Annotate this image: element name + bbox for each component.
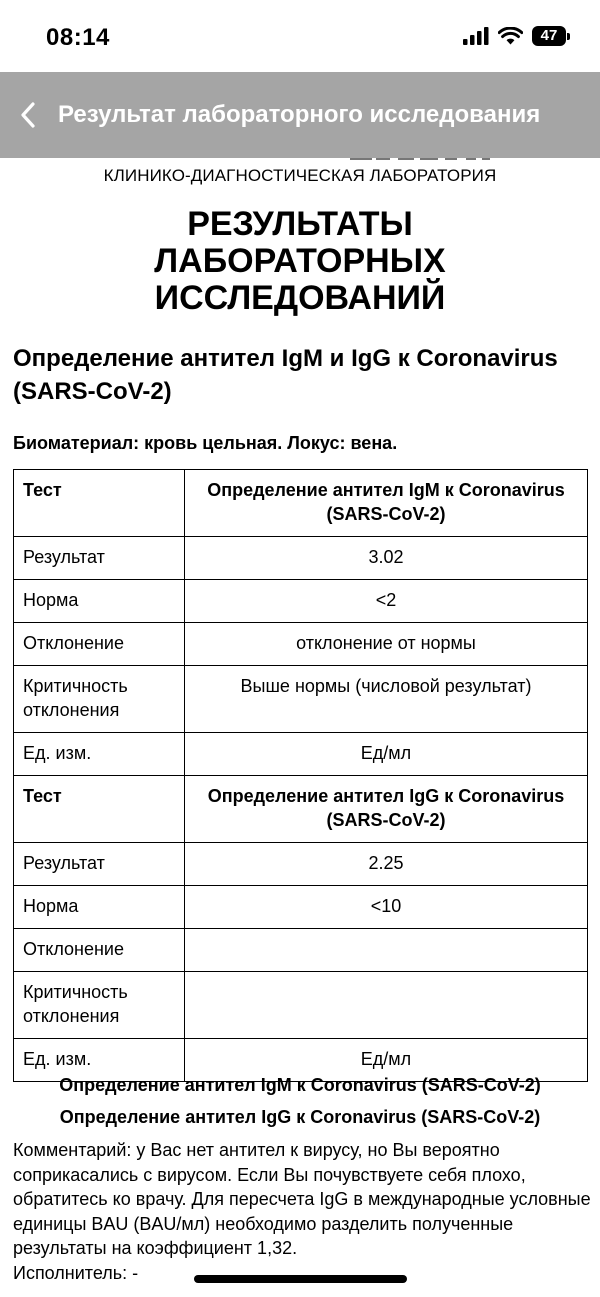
test-title: Определение антител IgM и IgG к Coronavirus (SARS-CoV-2) <box>13 345 558 405</box>
comment: Комментарий: у Вас нет антител к вирусу, но Вы вероятно соприкасались с вирусом. Если Вы почувствуете себя плохо, обратитесь ко врачу. Для пересчета IgG в международные условные единицы BAU (BAU/мл) необходимо разделить полученные результаты на коэффициент 1,32. <box>13 1140 591 1258</box>
norm-value: <10 <box>185 886 588 929</box>
norm-value: <2 <box>185 580 588 623</box>
deviation-value <box>185 929 588 972</box>
table-row <box>14 843 588 886</box>
table-row <box>14 666 588 733</box>
criticality-value: Выше нормы (числовой результат) <box>185 666 588 733</box>
table-row <box>14 929 588 972</box>
unit-value: Ед/мл <box>185 1039 588 1082</box>
result-value: 3.02 <box>185 537 588 580</box>
clipped-text-remnant <box>0 158 600 162</box>
nav-title: Результат лабораторного исследования <box>58 101 541 128</box>
row-label: Отклонение <box>14 623 185 666</box>
wifi-icon <box>498 27 523 45</box>
status-icons <box>463 26 570 46</box>
row-label: Результат <box>14 537 185 580</box>
table-row <box>14 972 588 1039</box>
home-indicator[interactable] <box>194 1275 407 1283</box>
document-heading <box>0 206 600 317</box>
chevron-left-icon <box>20 102 36 128</box>
battery-level: 47 <box>532 26 566 46</box>
heading-line: ЛАБОРАТОРНЫХ <box>154 242 446 280</box>
heading-line: РЕЗУЛЬТАТЫ <box>187 205 413 243</box>
table-row <box>14 623 588 666</box>
table-row <box>14 470 588 537</box>
row-label: Критичность отклонения <box>14 666 185 733</box>
table-row <box>14 776 588 843</box>
lab-name: КЛИНИКО-ДИАГНОСТИЧЕСКАЯ ЛАБОРАТОРИЯ <box>103 166 497 185</box>
table-row <box>14 886 588 929</box>
test-name: Определение антител IgG к Coronavirus (SARS-CoV-2) <box>185 776 588 843</box>
table-row <box>14 733 588 776</box>
row-label: Ед. изм. <box>14 1039 185 1082</box>
back-button[interactable] <box>0 72 58 158</box>
executor: Исполнитель: - <box>13 1263 139 1283</box>
row-label: Норма <box>14 886 185 929</box>
result-value: 2.25 <box>185 843 588 886</box>
battery-icon <box>532 26 570 46</box>
results-table <box>13 469 588 1082</box>
row-label: Результат <box>14 843 185 886</box>
biomaterial: Биоматериал: кровь цельная. Локус: вена. <box>13 433 398 453</box>
summary-line: Определение антител IgG к Coronavirus (SARS-CoV-2) <box>59 1107 541 1127</box>
row-label: Тест <box>14 470 185 537</box>
test-name: Определение антител IgM к Coronavirus (SARS-CoV-2) <box>185 470 588 537</box>
navigation-bar <box>0 72 600 158</box>
row-label: Критичность отклонения <box>14 972 185 1039</box>
row-label: Норма <box>14 580 185 623</box>
status-time: 08:14 <box>46 24 110 51</box>
deviation-value: отклонение от нормы <box>185 623 588 666</box>
cellular-signal-icon <box>463 27 489 45</box>
criticality-value <box>185 972 588 1039</box>
unit-value: Ед/мл <box>185 733 588 776</box>
table-row <box>14 537 588 580</box>
row-label: Ед. изм. <box>14 733 185 776</box>
table-row <box>14 580 588 623</box>
row-label: Отклонение <box>14 929 185 972</box>
status-bar <box>0 0 600 72</box>
row-label: Тест <box>14 776 185 843</box>
summary-line: Определение антител IgM к Coronavirus (SARS-CoV-2) <box>59 1075 541 1095</box>
heading-line: ИССЛЕДОВАНИЙ <box>154 279 446 317</box>
